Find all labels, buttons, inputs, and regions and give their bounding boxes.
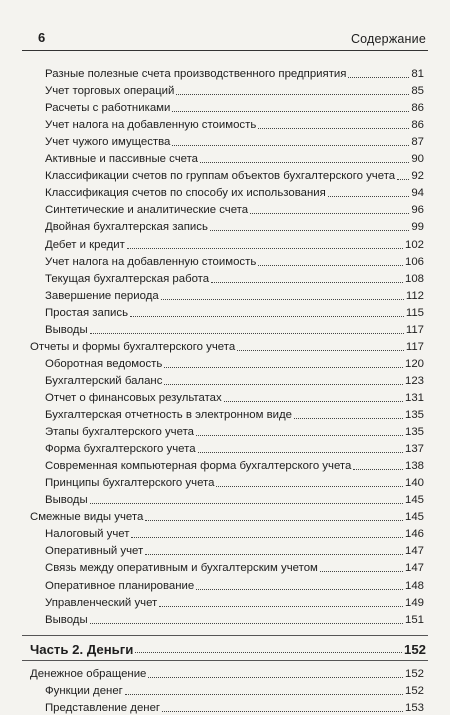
toc-entry	[45, 388, 424, 405]
dot-leader	[196, 421, 403, 436]
dot-leader	[258, 114, 409, 129]
toc-entry-page: 149	[404, 596, 424, 609]
dot-leader	[210, 216, 409, 231]
toc-entry-title: Активные и пассивные счета	[45, 153, 199, 166]
toc-entry-page: 117	[405, 323, 424, 336]
toc-entry-page: 138	[404, 460, 424, 473]
toc-entry-title: Отчет о финансовых результатах	[45, 391, 222, 404]
toc-entry-page: 85	[411, 85, 424, 98]
page-number: 6	[38, 30, 46, 45]
toc-entry	[45, 524, 424, 541]
toc-entry-title: Расчеты с работниками	[45, 102, 171, 115]
toc-entry	[45, 269, 424, 286]
dot-leader	[348, 63, 409, 78]
toc-entry-title: Текущая бухгалтерская работа	[45, 272, 210, 285]
toc-section	[30, 664, 424, 681]
toc-entry	[45, 405, 424, 422]
dot-leader	[159, 592, 403, 607]
toc-entry-title: Выводы	[45, 323, 88, 336]
dot-leader	[224, 387, 403, 402]
toc-entry-page: 86	[411, 119, 424, 132]
toc-entry	[45, 183, 424, 200]
toc-entry-page: 147	[404, 545, 424, 558]
toc-entry-title: Бухгалтерская отчетность в электронном виде	[45, 409, 292, 421]
toc-entry	[45, 439, 424, 456]
toc-entry-title: Оперативное планирование	[45, 579, 195, 592]
toc-entry-page: 96	[411, 204, 424, 217]
dot-leader	[172, 131, 409, 146]
dot-leader	[127, 234, 403, 249]
dot-leader	[145, 506, 403, 521]
toc-entry-page: 102	[404, 238, 424, 251]
toc-entry-title: Форма бухгалтерского учета	[45, 443, 196, 456]
toc-entry-page: 99	[411, 221, 424, 234]
toc-entry-title: Управленческий учет	[45, 596, 158, 609]
toc-entry	[45, 473, 424, 490]
toc-entry	[45, 64, 424, 81]
toc-entry-title: Связь между оперативным и бухгалтерским учетом	[45, 562, 318, 575]
toc-entry-title: Разные полезные счета производственного предприятия	[45, 68, 347, 80]
toc-entry-page: 92	[411, 170, 424, 183]
toc-entry-page: 120	[404, 357, 424, 370]
dot-leader	[397, 165, 409, 180]
toc-entry-title: Отчеты и формы бухгалтерского учета	[30, 340, 236, 353]
toc-entry-page: 106	[404, 255, 424, 268]
dot-leader	[196, 575, 403, 590]
toc-entry	[45, 98, 424, 115]
toc-entry-page: 87	[411, 136, 424, 149]
toc-section	[30, 507, 424, 524]
dot-leader	[200, 148, 409, 163]
toc-entry-page: 153	[404, 701, 424, 714]
toc-section	[30, 337, 424, 354]
toc-entry-page: 145	[404, 494, 424, 507]
dot-leader	[131, 523, 403, 538]
toc-entry-page: 152	[404, 684, 424, 697]
toc-entry	[45, 558, 424, 575]
dot-leader	[216, 472, 403, 487]
toc-entry-page: 135	[404, 409, 424, 421]
toc-entry-title: Бухгалтерский баланс	[45, 374, 163, 387]
toc-entry-page: 145	[404, 511, 424, 524]
dot-leader	[90, 489, 403, 504]
toc-entry-title: Завершение периода	[45, 289, 159, 302]
dot-leader	[250, 199, 409, 214]
toc-entry-page: 137	[404, 443, 424, 456]
toc-entry-title: Смежные виды учета	[30, 511, 144, 524]
toc-entry-title: Представление денег	[45, 701, 161, 714]
toc-entry-page: 112	[405, 289, 424, 302]
toc-entry-title: Часть 2. Деньги	[30, 641, 134, 657]
toc-entry	[45, 422, 424, 439]
toc-entry-title: Налоговый учет	[45, 528, 130, 541]
toc-entry-title: Функции денег	[45, 684, 123, 697]
toc-entry	[45, 166, 424, 183]
toc-entry-page: 115	[405, 306, 424, 319]
toc-entry-page: 152	[403, 641, 426, 657]
toc-entry-page: 108	[404, 272, 424, 285]
toc-entry-title: Выводы	[45, 494, 88, 507]
toc-entry	[45, 115, 424, 132]
toc-entry-title: Принципы бухгалтерского учета	[45, 477, 215, 490]
dot-leader	[237, 336, 404, 351]
toc-entry-page: 140	[404, 477, 424, 490]
toc-entry	[45, 149, 424, 166]
toc-entry	[45, 456, 424, 473]
dot-leader	[258, 251, 403, 266]
dot-leader	[90, 609, 403, 624]
toc-entry	[45, 303, 424, 320]
toc-entry	[45, 593, 424, 610]
toc-entry-page: 135	[404, 426, 424, 439]
dot-leader	[161, 285, 404, 300]
toc-entry-title: Выводы	[45, 613, 88, 626]
toc-entry-page: 151	[404, 613, 424, 626]
dot-leader	[130, 302, 404, 317]
dot-leader	[294, 404, 403, 419]
toc-entry	[45, 320, 424, 337]
toc-entry-title: Синтетические и аналитические счета	[45, 204, 249, 217]
running-title: Содержание	[350, 32, 426, 46]
toc-entry-title: Оперативный учет	[45, 545, 144, 558]
toc-entry	[45, 681, 424, 698]
toc-entry	[45, 698, 424, 715]
toc-entry	[45, 252, 424, 269]
toc-entry-title: Простая запись	[45, 306, 129, 319]
dot-leader	[125, 680, 403, 695]
page-header	[22, 30, 428, 51]
toc-entry-title: Учет налога на добавленную стоимость	[45, 119, 257, 132]
dot-leader	[90, 319, 404, 334]
toc-entry-title: Этапы бухгалтерского учета	[45, 426, 194, 439]
toc-entry-title: Учет чужого имущества	[45, 136, 171, 149]
toc-entry	[45, 132, 424, 149]
toc-entry-page: 117	[405, 340, 424, 353]
dot-leader	[328, 182, 410, 197]
section-divider	[22, 635, 428, 636]
toc-entry	[45, 354, 424, 371]
toc-entry-page: 81	[411, 68, 424, 80]
dot-leader	[145, 540, 403, 555]
dot-leader	[172, 97, 409, 112]
toc-entry	[45, 610, 424, 627]
toc-entry	[45, 81, 424, 98]
dot-leader	[135, 638, 402, 653]
toc-entry-title: Двойная бухгалтерская запись	[45, 221, 208, 234]
toc-entry	[45, 286, 424, 303]
toc-entry-page: 131	[404, 391, 424, 404]
dot-leader	[320, 557, 403, 572]
toc-entry-page: 94	[411, 187, 424, 200]
toc-entry-title: Учет торговых операций	[45, 85, 175, 98]
dot-leader	[353, 455, 403, 470]
toc-entry-page: 148	[404, 579, 424, 592]
toc-entry-title: Дебет и кредит	[45, 238, 125, 251]
toc-entry-title: Денежное обращение	[30, 667, 147, 680]
toc-entry-page: 86	[411, 102, 424, 115]
toc-entry	[45, 217, 424, 234]
toc-entry	[45, 541, 424, 558]
toc-part-heading	[30, 637, 426, 657]
toc-entry-page: 152	[404, 667, 424, 680]
dot-leader	[148, 663, 403, 678]
dot-leader	[211, 268, 403, 283]
section-divider	[22, 660, 428, 661]
dot-leader	[162, 697, 403, 712]
dot-leader	[164, 370, 403, 385]
dot-leader	[164, 353, 403, 368]
toc-entry-title: Классификация счетов по способу их использования	[45, 187, 326, 200]
toc-entry-title: Оборотная ведомость	[45, 357, 163, 370]
toc-entry	[45, 371, 424, 388]
toc-entry-page: 147	[404, 562, 424, 575]
toc-entry	[45, 200, 424, 217]
toc-entry-title: Учет налога на добавленную стоимость	[45, 255, 257, 268]
toc-entry-page: 146	[404, 528, 424, 541]
toc-entry	[45, 235, 424, 252]
toc-entry-page: 90	[411, 153, 424, 166]
dot-leader	[198, 438, 403, 453]
toc-entry-page: 123	[404, 374, 424, 387]
toc-entry	[45, 576, 424, 593]
toc-entry-title: Классификации счетов по группам объектов бухгалтерского учета	[45, 170, 396, 183]
toc-entry	[45, 490, 424, 507]
toc-entry-title: Современная компьютерная форма бухгалтерского учета	[45, 460, 352, 473]
dot-leader	[176, 80, 409, 95]
